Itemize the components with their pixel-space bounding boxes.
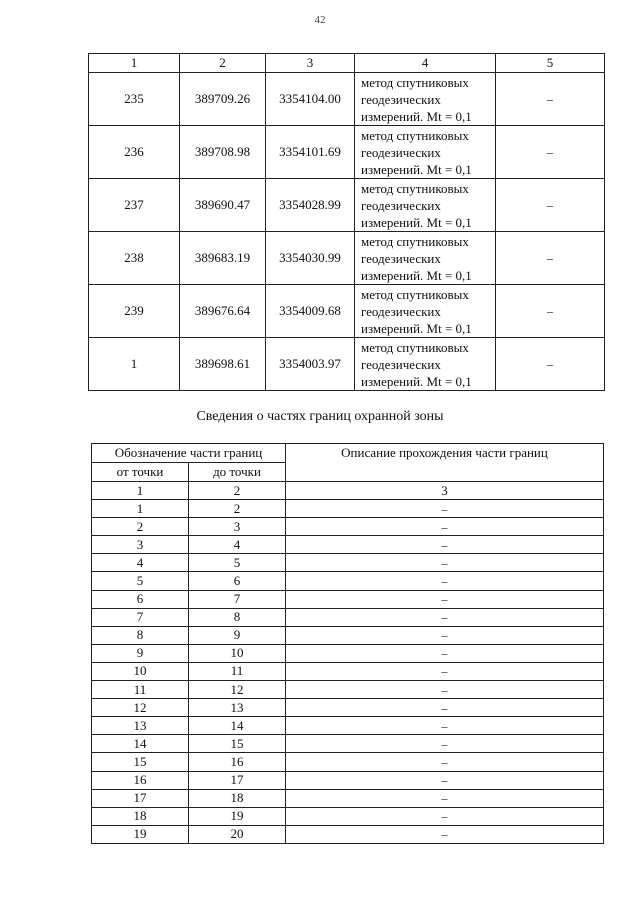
description-cell: –	[286, 717, 604, 735]
description-cell: –	[286, 789, 604, 807]
from-point-cell: 12	[92, 699, 189, 717]
header-group: Обозначение части границ	[92, 444, 286, 463]
index-cell: 3	[286, 482, 604, 500]
x-coordinate-cell: 389690.47	[180, 179, 266, 232]
method-line: измерений. Mt = 0,1	[361, 161, 472, 177]
point-number-cell: 239	[89, 285, 180, 338]
table-row	[92, 771, 604, 789]
from-point-cell: 16	[92, 771, 189, 789]
y-coordinate-cell: 3354003.97	[266, 338, 355, 391]
method-line: геодезических	[361, 144, 441, 160]
table-row	[92, 789, 604, 807]
table-row	[92, 536, 604, 554]
method-line: измерений. Mt = 0,1	[361, 320, 472, 336]
x-coordinate-cell: 389683.19	[180, 232, 266, 285]
parts-index-row	[92, 482, 604, 500]
to-point-cell: 2	[189, 500, 286, 518]
x-coordinate-cell: 389698.61	[180, 338, 266, 391]
method-line: геодезических	[361, 303, 441, 319]
description-cell: –	[286, 662, 604, 680]
from-point-cell: 3	[92, 536, 189, 554]
to-point-cell: 12	[189, 681, 286, 699]
from-point-cell: 19	[92, 825, 189, 843]
method-line: метод спутниковых	[361, 339, 469, 355]
method-cell	[355, 179, 496, 232]
table-row	[92, 807, 604, 825]
method-line: метод спутниковых	[361, 286, 469, 302]
y-coordinate-cell: 3354101.69	[266, 126, 355, 179]
page-number: 42	[314, 14, 326, 26]
table-row	[89, 73, 605, 126]
note-cell: –	[496, 179, 605, 232]
method-line: измерений. Mt = 0,1	[361, 214, 472, 230]
description-cell: –	[286, 644, 604, 662]
table-row	[89, 232, 605, 285]
table-row	[92, 717, 604, 735]
description-cell: –	[286, 608, 604, 626]
column-header: 3	[266, 54, 355, 73]
description-cell: –	[286, 554, 604, 572]
description-cell: –	[286, 807, 604, 825]
to-point-cell: 16	[189, 753, 286, 771]
index-cell: 1	[92, 482, 189, 500]
table-row	[92, 608, 604, 626]
to-point-cell: 13	[189, 699, 286, 717]
method-line: геодезических	[361, 250, 441, 266]
method-line: измерений. Mt = 0,1	[361, 373, 472, 389]
description-cell: –	[286, 681, 604, 699]
description-cell: –	[286, 572, 604, 590]
from-point-cell: 6	[92, 590, 189, 608]
header-description: Описание прохождения части границ	[286, 444, 604, 482]
to-point-cell: 14	[189, 717, 286, 735]
from-point-cell: 4	[92, 554, 189, 572]
point-number-cell: 1	[89, 338, 180, 391]
from-point-cell: 1	[92, 500, 189, 518]
table-row	[89, 179, 605, 232]
description-cell: –	[286, 825, 604, 843]
description-cell: –	[286, 753, 604, 771]
y-coordinate-cell: 3354030.99	[266, 232, 355, 285]
table-row	[92, 500, 604, 518]
to-point-cell: 19	[189, 807, 286, 825]
table-row	[92, 554, 604, 572]
column-header: 2	[180, 54, 266, 73]
table-row	[92, 735, 604, 753]
from-point-cell: 8	[92, 626, 189, 644]
table-row	[92, 572, 604, 590]
point-number-cell: 235	[89, 73, 180, 126]
table-row	[92, 825, 604, 843]
y-coordinate-cell: 3354028.99	[266, 179, 355, 232]
description-cell: –	[286, 699, 604, 717]
to-point-cell: 11	[189, 662, 286, 680]
description-cell: –	[286, 518, 604, 536]
point-number-cell: 238	[89, 232, 180, 285]
from-point-cell: 5	[92, 572, 189, 590]
y-coordinate-cell: 3354104.00	[266, 73, 355, 126]
to-point-cell: 8	[189, 608, 286, 626]
method-line: измерений. Mt = 0,1	[361, 267, 472, 283]
to-point-cell: 3	[189, 518, 286, 536]
from-point-cell: 2	[92, 518, 189, 536]
to-point-cell: 18	[189, 789, 286, 807]
point-number-cell: 237	[89, 179, 180, 232]
from-point-cell: 11	[92, 681, 189, 699]
x-coordinate-cell: 389676.64	[180, 285, 266, 338]
description-cell: –	[286, 735, 604, 753]
coordinates-header-row	[89, 54, 605, 73]
description-cell: –	[286, 536, 604, 554]
note-cell: –	[496, 285, 605, 338]
method-line: геодезических	[361, 197, 441, 213]
method-line: метод спутниковых	[361, 127, 469, 143]
y-coordinate-cell: 3354009.68	[266, 285, 355, 338]
table-row	[92, 662, 604, 680]
method-cell	[355, 126, 496, 179]
note-cell: –	[496, 73, 605, 126]
coordinates-body	[89, 73, 605, 391]
method-cell	[355, 232, 496, 285]
to-point-cell: 9	[189, 626, 286, 644]
coordinates-table	[88, 53, 605, 391]
section-title: Сведения о частях границ охранной зоны	[196, 409, 444, 424]
table-row	[92, 518, 604, 536]
column-header: 4	[355, 54, 496, 73]
method-line: метод спутниковых	[361, 180, 469, 196]
description-cell: –	[286, 500, 604, 518]
index-cell: 2	[189, 482, 286, 500]
to-point-cell: 20	[189, 825, 286, 843]
from-point-cell: 17	[92, 789, 189, 807]
table-row	[92, 681, 604, 699]
note-cell: –	[496, 232, 605, 285]
method-line: измерений. Mt = 0,1	[361, 108, 472, 124]
header-from-point: от точки	[92, 463, 189, 482]
table-row	[89, 338, 605, 391]
column-header: 1	[89, 54, 180, 73]
to-point-cell: 10	[189, 644, 286, 662]
method-cell	[355, 285, 496, 338]
note-cell: –	[496, 338, 605, 391]
from-point-cell: 15	[92, 753, 189, 771]
column-header: 5	[496, 54, 605, 73]
table-row	[92, 626, 604, 644]
to-point-cell: 7	[189, 590, 286, 608]
method-line: метод спутниковых	[361, 74, 469, 90]
from-point-cell: 18	[92, 807, 189, 825]
to-point-cell: 15	[189, 735, 286, 753]
x-coordinate-cell: 389708.98	[180, 126, 266, 179]
method-cell	[355, 338, 496, 391]
method-line: геодезических	[361, 356, 441, 372]
description-cell: –	[286, 590, 604, 608]
parts-body	[92, 482, 604, 844]
header-to-point: до точки	[189, 463, 286, 482]
table-row	[92, 644, 604, 662]
to-point-cell: 17	[189, 771, 286, 789]
x-coordinate-cell: 389709.26	[180, 73, 266, 126]
method-line: метод спутниковых	[361, 233, 469, 249]
from-point-cell: 7	[92, 608, 189, 626]
table-row	[92, 699, 604, 717]
note-cell: –	[496, 126, 605, 179]
method-cell	[355, 73, 496, 126]
table-row	[92, 590, 604, 608]
parts-header-row	[92, 444, 604, 463]
description-cell: –	[286, 771, 604, 789]
point-number-cell: 236	[89, 126, 180, 179]
table-row	[89, 126, 605, 179]
description-cell: –	[286, 626, 604, 644]
to-point-cell: 4	[189, 536, 286, 554]
method-line: геодезических	[361, 91, 441, 107]
from-point-cell: 9	[92, 644, 189, 662]
table-row	[89, 285, 605, 338]
to-point-cell: 6	[189, 572, 286, 590]
from-point-cell: 13	[92, 717, 189, 735]
from-point-cell: 10	[92, 662, 189, 680]
table-row	[92, 753, 604, 771]
to-point-cell: 5	[189, 554, 286, 572]
from-point-cell: 14	[92, 735, 189, 753]
boundary-parts-table	[91, 443, 604, 844]
